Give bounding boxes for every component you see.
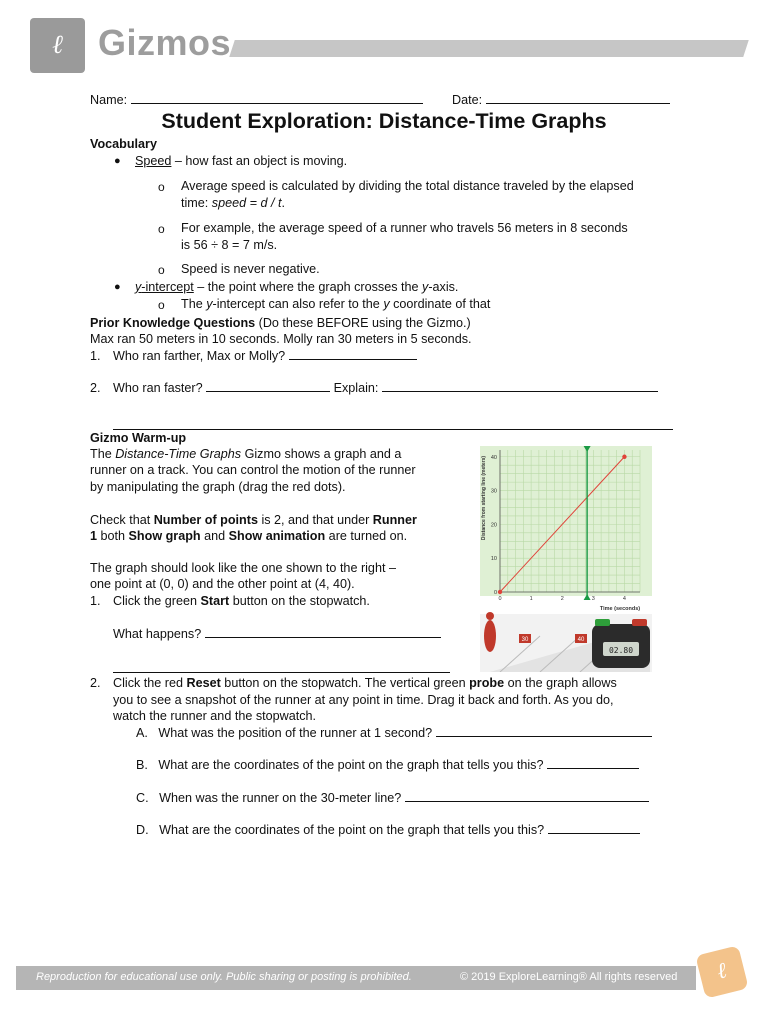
bold: Number of points [153,513,258,527]
letter: C. [136,791,149,805]
footer-logo [695,945,748,998]
circle-bullet-icon: o [158,298,165,312]
y-tick-label: 10 [490,556,497,563]
x-tick-label: 3 [591,596,595,602]
warmup-q2-3: watch the runner and the stopwatch. [113,709,317,723]
circle-bullet-icon: o [158,222,165,236]
x-tick-label: 4 [622,596,626,602]
warmup-q1-num: 1. [90,594,101,608]
formula: speed = d / t [211,196,282,210]
letter: D. [136,823,149,837]
bullet-icon: ● [114,281,121,293]
footer-copyright: © 2019 ExploreLearning® All rights reserved [460,971,678,983]
name-label: Name: [90,93,128,107]
date-label: Date: [452,93,483,107]
marker-40-label: 40 [577,637,585,643]
data-point[interactable] [498,590,502,594]
y-tick-label: 0 [493,590,497,596]
prior-q2 [113,381,658,395]
name-line [90,93,423,107]
heading: Prior Knowledge Questions [90,316,256,330]
answer-line[interactable] [113,672,450,673]
text: Gizmo shows a graph and a [241,447,402,461]
y-var: y [383,297,390,311]
bold: Start [200,594,230,608]
text: Click the red [113,676,187,690]
text: – the point where the graph crosses the [193,280,423,294]
speed-term: Speed [135,154,172,168]
yint-sub [181,297,490,311]
answer-field[interactable] [205,627,441,638]
logo-glyph: ℓ [52,30,63,60]
y-var: y [135,280,142,294]
text: time: [181,196,212,210]
circle-bullet-icon: o [158,180,165,194]
footer-logo-glyph: ℓ [714,958,730,985]
warmup-p1-3: by manipulating the graph (drag the red dots). [90,480,346,494]
note: (Do these BEFORE using the Gizmo.) [255,316,471,330]
question: Who ran faster? [113,381,203,395]
label: What happens? [113,627,202,641]
page-title: Student Exploration: Distance-Time Graphs [161,109,607,133]
y-var: y [422,280,429,294]
bullet-icon: ● [114,155,121,167]
warmup-q1-what [113,627,441,641]
bold: Show animation [228,529,326,543]
question: Who ran farther, Max or Molly? [113,349,286,363]
text: are turned on. [325,529,408,543]
gizmo-name: Distance-Time Graphs [115,447,242,461]
answer-field[interactable] [405,791,649,802]
warmup-p3-1: The graph should look like the one shown to the right – [90,561,396,575]
y-tick-label: 30 [490,488,497,495]
prior-heading [90,316,471,330]
text: is 2, and that under [257,513,373,527]
y-var: y [206,297,213,311]
gizmo-screenshot [480,446,652,672]
date-line [452,93,670,107]
warmup-p3-2: one point at (0, 0) and the other point at (4, 40). [90,577,355,591]
text: When was the runner on the 30-meter line? [159,791,402,805]
bold: probe [469,676,505,690]
warmup-q2-2: you to see a snapshot of the runner at any point in time. Drag it back and forth. As you do, [113,693,614,707]
runner-figure [484,620,496,652]
x-tick-label: 0 [498,596,502,602]
text: The [90,447,116,461]
warmup-p1-2: runner on a track. You can control the motion of the runner [90,463,416,477]
answer-field[interactable] [436,726,652,737]
text: on the graph allows [504,676,617,690]
vocab-speed [135,154,347,168]
answer-field[interactable] [548,823,640,834]
runner-head [486,612,494,620]
answer-field[interactable] [547,758,639,769]
warmup-heading: Gizmo Warm-up [90,431,187,445]
speed-def: – how fast an object is moving. [171,154,348,168]
warmup-q2-1 [113,676,617,690]
letter: B. [136,758,148,772]
answer-line[interactable] [113,429,673,430]
gizmos-brand: Gizmos [98,22,232,63]
x-tick-label: 1 [529,596,533,602]
speed-sub2-b: is 56 ÷ 8 = 7 m/s. [181,238,278,252]
warmup-p1-1 [90,447,401,461]
text: What was the position of the runner at 1 second? [158,726,433,740]
distance-time-graph [480,446,652,672]
x-tick-label: 2 [560,596,564,602]
speed-sub3: Speed is never negative. [181,262,320,276]
prior-q1-num: 1. [90,349,101,363]
bold: Runner [372,513,417,527]
circle-bullet-icon: o [158,263,165,277]
stopwatch-time: 02.80 [608,646,634,655]
text: What are the coordinates of the point on the graph that tells you this? [159,823,545,837]
sub-question-b [136,758,639,772]
bold: 1 [90,529,98,543]
bold: Reset [186,676,221,690]
x-axis-label: Time (seconds) [599,606,641,612]
text: coordinate of that [389,297,491,311]
text: What are the coordinates of the point on the graph that tells you this? [158,758,544,772]
warmup-q2-num: 2. [90,676,101,690]
text: both [97,529,129,543]
text: Check that [90,513,154,527]
text: button on the stopwatch. [229,594,370,608]
date-field[interactable] [486,93,670,104]
text: The [181,297,207,311]
data-point[interactable] [622,455,626,459]
vocab-heading: Vocabulary [90,137,157,151]
term: -intercept [141,280,194,294]
vocab-yintercept [135,280,458,294]
speed-sub1-b [181,196,285,210]
text: Click the green [113,594,201,608]
text: and [200,529,229,543]
text: button on the stopwatch. The vertical green [220,676,470,690]
warmup-q1 [113,594,370,608]
warmup-p2-2 [90,529,407,543]
prior-q1 [113,349,417,363]
speed-sub2-a: For example, the average speed of a runner who travels 56 meters in 8 seconds [181,221,628,235]
letter: A. [136,726,148,740]
bold: Show graph [128,529,201,543]
sub-question-d [136,823,640,837]
y-tick-label: 40 [490,454,497,461]
footer-disclaimer: Reproduction for educational use only. Public sharing or posting is prohibited. [36,971,412,983]
explorelearning-logo [30,18,85,73]
explain-label: Explain: [333,381,379,395]
text: -axis. [428,280,459,294]
prior-intro: Max ran 50 meters in 10 seconds. Molly ran 30 meters in 5 seconds. [90,332,472,346]
name-field[interactable] [131,93,423,104]
answer-field[interactable] [206,381,330,392]
speed-sub1-a: Average speed is calculated by dividing the total distance traveled by the elapsed [181,179,634,193]
sub-question-c [136,791,649,805]
answer-field[interactable] [382,381,658,392]
header-bar [229,40,749,57]
answer-field[interactable] [289,349,417,360]
prior-q2-num: 2. [90,381,101,395]
text: -intercept can also refer to the [212,297,384,311]
y-axis-label: Distance from starting line (meters) [481,455,487,541]
text: . [281,196,285,210]
reset-button[interactable] [632,619,647,626]
y-tick-label: 20 [490,522,497,529]
start-button[interactable] [595,619,610,626]
warmup-p2-1 [90,513,417,527]
sub-question-a [136,726,652,740]
marker-30-label: 30 [521,637,529,643]
